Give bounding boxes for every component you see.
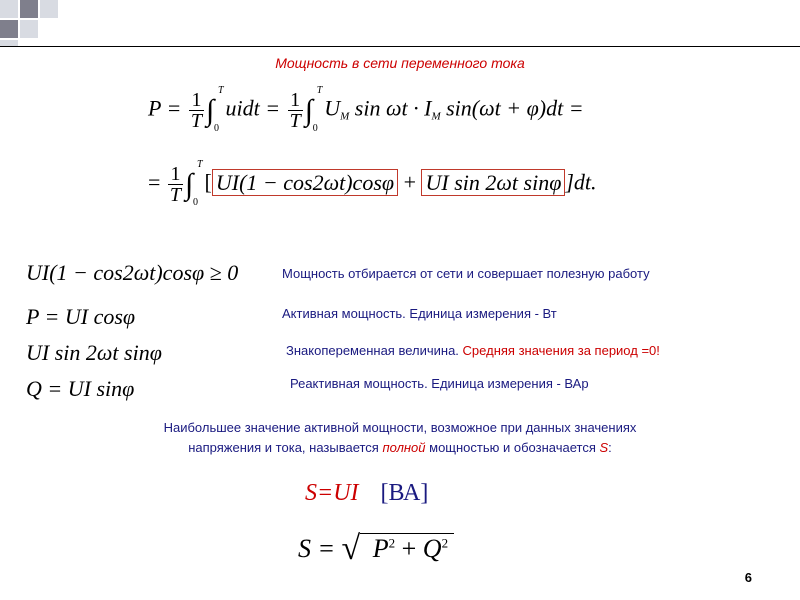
formula-lhs: P = [148,95,182,121]
paragraph-line-1: Наибольшее значение активной мощности, возможное при данных значениях [163,420,637,435]
integrand-tail: sin(ωt + φ)dt = [446,95,584,121]
active-term-box: UI(1 − cos2ωt)cosφ [212,169,398,196]
voltage-amplitude: U [324,95,341,121]
symbol-s: S [599,440,609,455]
header-rule [0,46,800,47]
emphasis-word: полной [382,440,426,455]
corner-square [0,0,18,18]
power-integral-formula: P = $\frac{1}{T}$ ∫ T 0 uidt = $\frac{1}{T}$ ∫ T 0 $U_M$ $\sin \omega t \cdot I_M$ sin(ωt + φ)dt = [148,84,584,134]
slide-title: Мощность в сети переменного тока [275,55,525,71]
row-formula-4: Q = UI sinφ [26,376,135,401]
integrand: uidt = [225,95,281,121]
apparent-power-root [298,530,454,568]
integral-sign: ∫ T 0 [206,84,224,134]
apparent-power-formula [305,480,428,507]
integral-sign: ∫ T 0 [185,158,203,208]
integral-sign: ∫ T 0 [304,84,323,134]
corner-square [40,0,58,18]
paragraph-line-2: напряжения и тока, называется полной мощностью и обозначается S: [188,440,612,455]
row-formula-3: UI sin 2ωt sinφ [26,340,162,365]
row-text-3-highlight: Средняя значения за период =0! [462,343,660,358]
page-number: 6 [744,570,752,585]
corner-square [20,0,38,18]
plus-sign: + [403,169,416,195]
power-expanded-formula [148,158,597,208]
corner-square [0,20,18,38]
fraction: $\frac{1}{T}$ [190,89,203,132]
equals-sign: = [148,169,161,195]
s-equals-ui: S=UI [305,480,359,506]
fraction: $\frac{1}{T}$ [169,163,182,206]
row-text-1: Мощность отбирается от сети и совершает полезную работу [282,266,650,281]
radicand: $P^2 + Q^2$ [360,533,454,563]
fraction: $\frac{1}{T}$ [289,89,301,132]
row-text-3-main: Знакопеременная величина. [286,343,463,358]
corner-square [20,20,38,38]
unit-va: [ВА] [380,480,429,506]
integrand-middle: sin ωt · I [354,95,432,121]
open-bracket: [ [204,169,212,195]
radical-sign: √ [341,530,361,567]
apparent-power-paragraph [60,418,740,458]
row-text-3 [286,343,660,358]
root-lhs: S = [298,534,336,563]
row-formula-1: UI(1 − cos2ωt)cosφ ≥ 0 [26,260,239,285]
formula-end: ]dt. [565,169,597,195]
reactive-term-box: UI sin 2ωt sinφ [421,169,565,196]
row-formula-2: P = UI cosφ [26,304,136,329]
row-text-2: Активная мощность. Единица измерения - Вт [282,306,557,321]
row-text-4: Реактивная мощность. Единица измерения - ВАр [290,376,589,391]
